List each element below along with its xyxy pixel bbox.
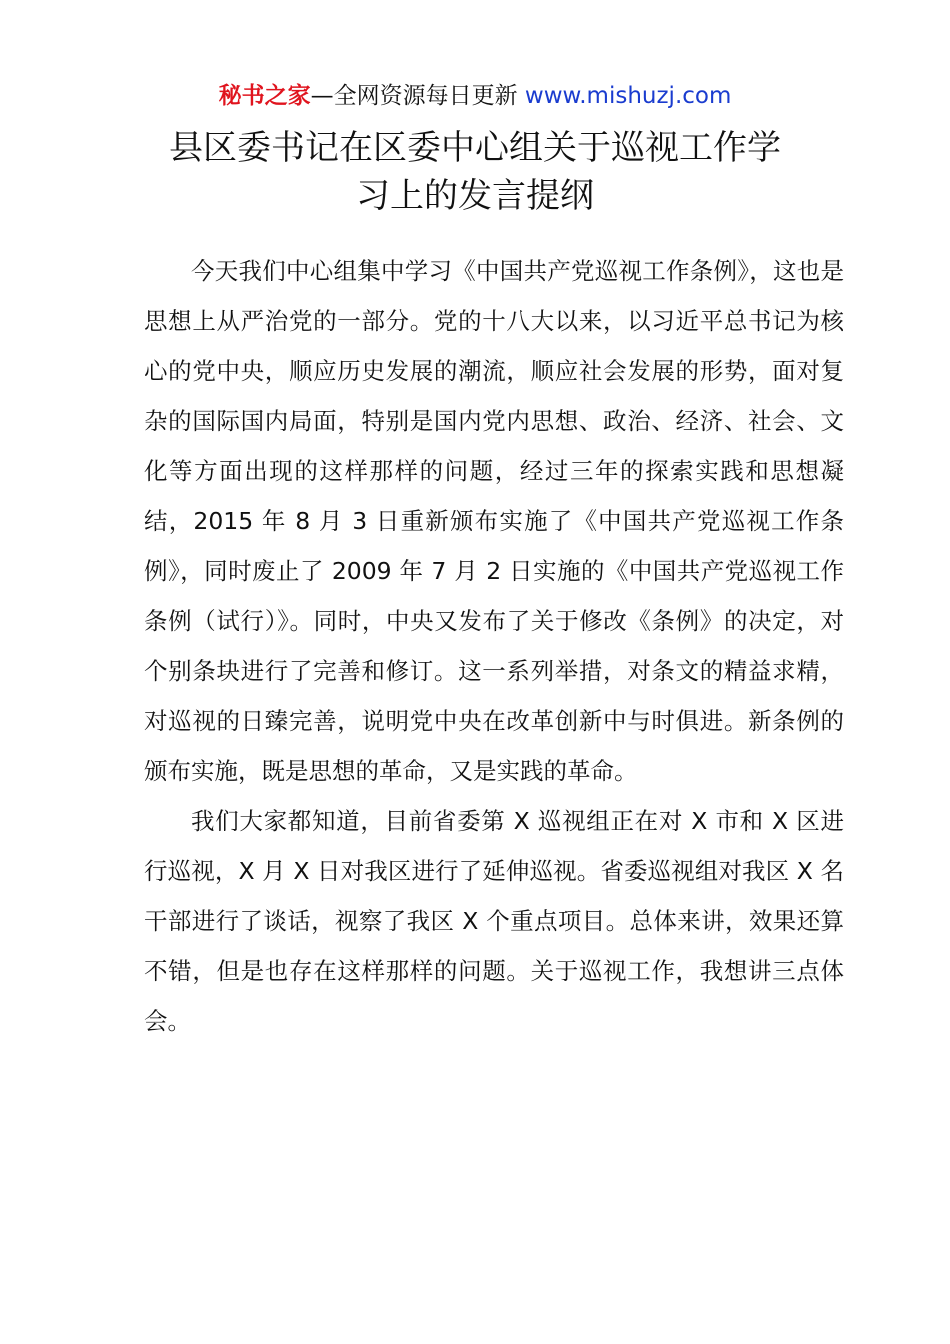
title-line-1: 县区委书记在区委中心组关于巡视工作学 [169,128,781,168]
site-url: www.mishuzj.com [524,83,732,109]
paragraph-2: 我们大家都知道，目前省委第 X 巡视组正在对 X 市和 X 区进行巡视，X 月 X 日对我区进行了延伸巡视。省委巡视组对我区 X 名干部进行了谈话，视察了我区 X 个重点项目。总体来讲，效果还算不错，但是也存在这样那样的问题。关于巡视工作，我想讲三点体会。 [144,807,844,1035]
site-header [0,80,950,112]
document-body [144,246,844,1046]
document-title [100,124,850,220]
paragraph-1: 今天我们中心组集中学习《中国共产党巡视工作条例》，这也是思想上从严治党的一部分。党的十八大以来，以习近平总书记为核心的党中央，顺应历史发展的潮流，顺应社会发展的形势，面对复杂的国际国内局面，特别是国内党内思想、政治、经济、社会、文化等方面出现的这样那样的问题，经过三年的探索实践和思想凝结，2015 年 8 月 3 日重新颁布实施了《中国共产党巡视工作条例》，同时废止了 2009 年 7 月 2 日实施的《中国共产党巡视工作条例（试行）》。同时，中央又发布了关于修改《条例》的决定，对个别条块进行了完善和修订。这一系列举措，对条文的精益求精，对巡视的日臻完善，说明党中央在改革创新中与时俱进。新条例的颁布实施，既是思想的革命，又是实践的革命。 [144,257,844,785]
title-line-2: 习上的发言提纲 [356,176,594,216]
brand-name: 秘书之家 [218,83,311,109]
header-tagline: —全网资源每日更新 [310,83,518,109]
